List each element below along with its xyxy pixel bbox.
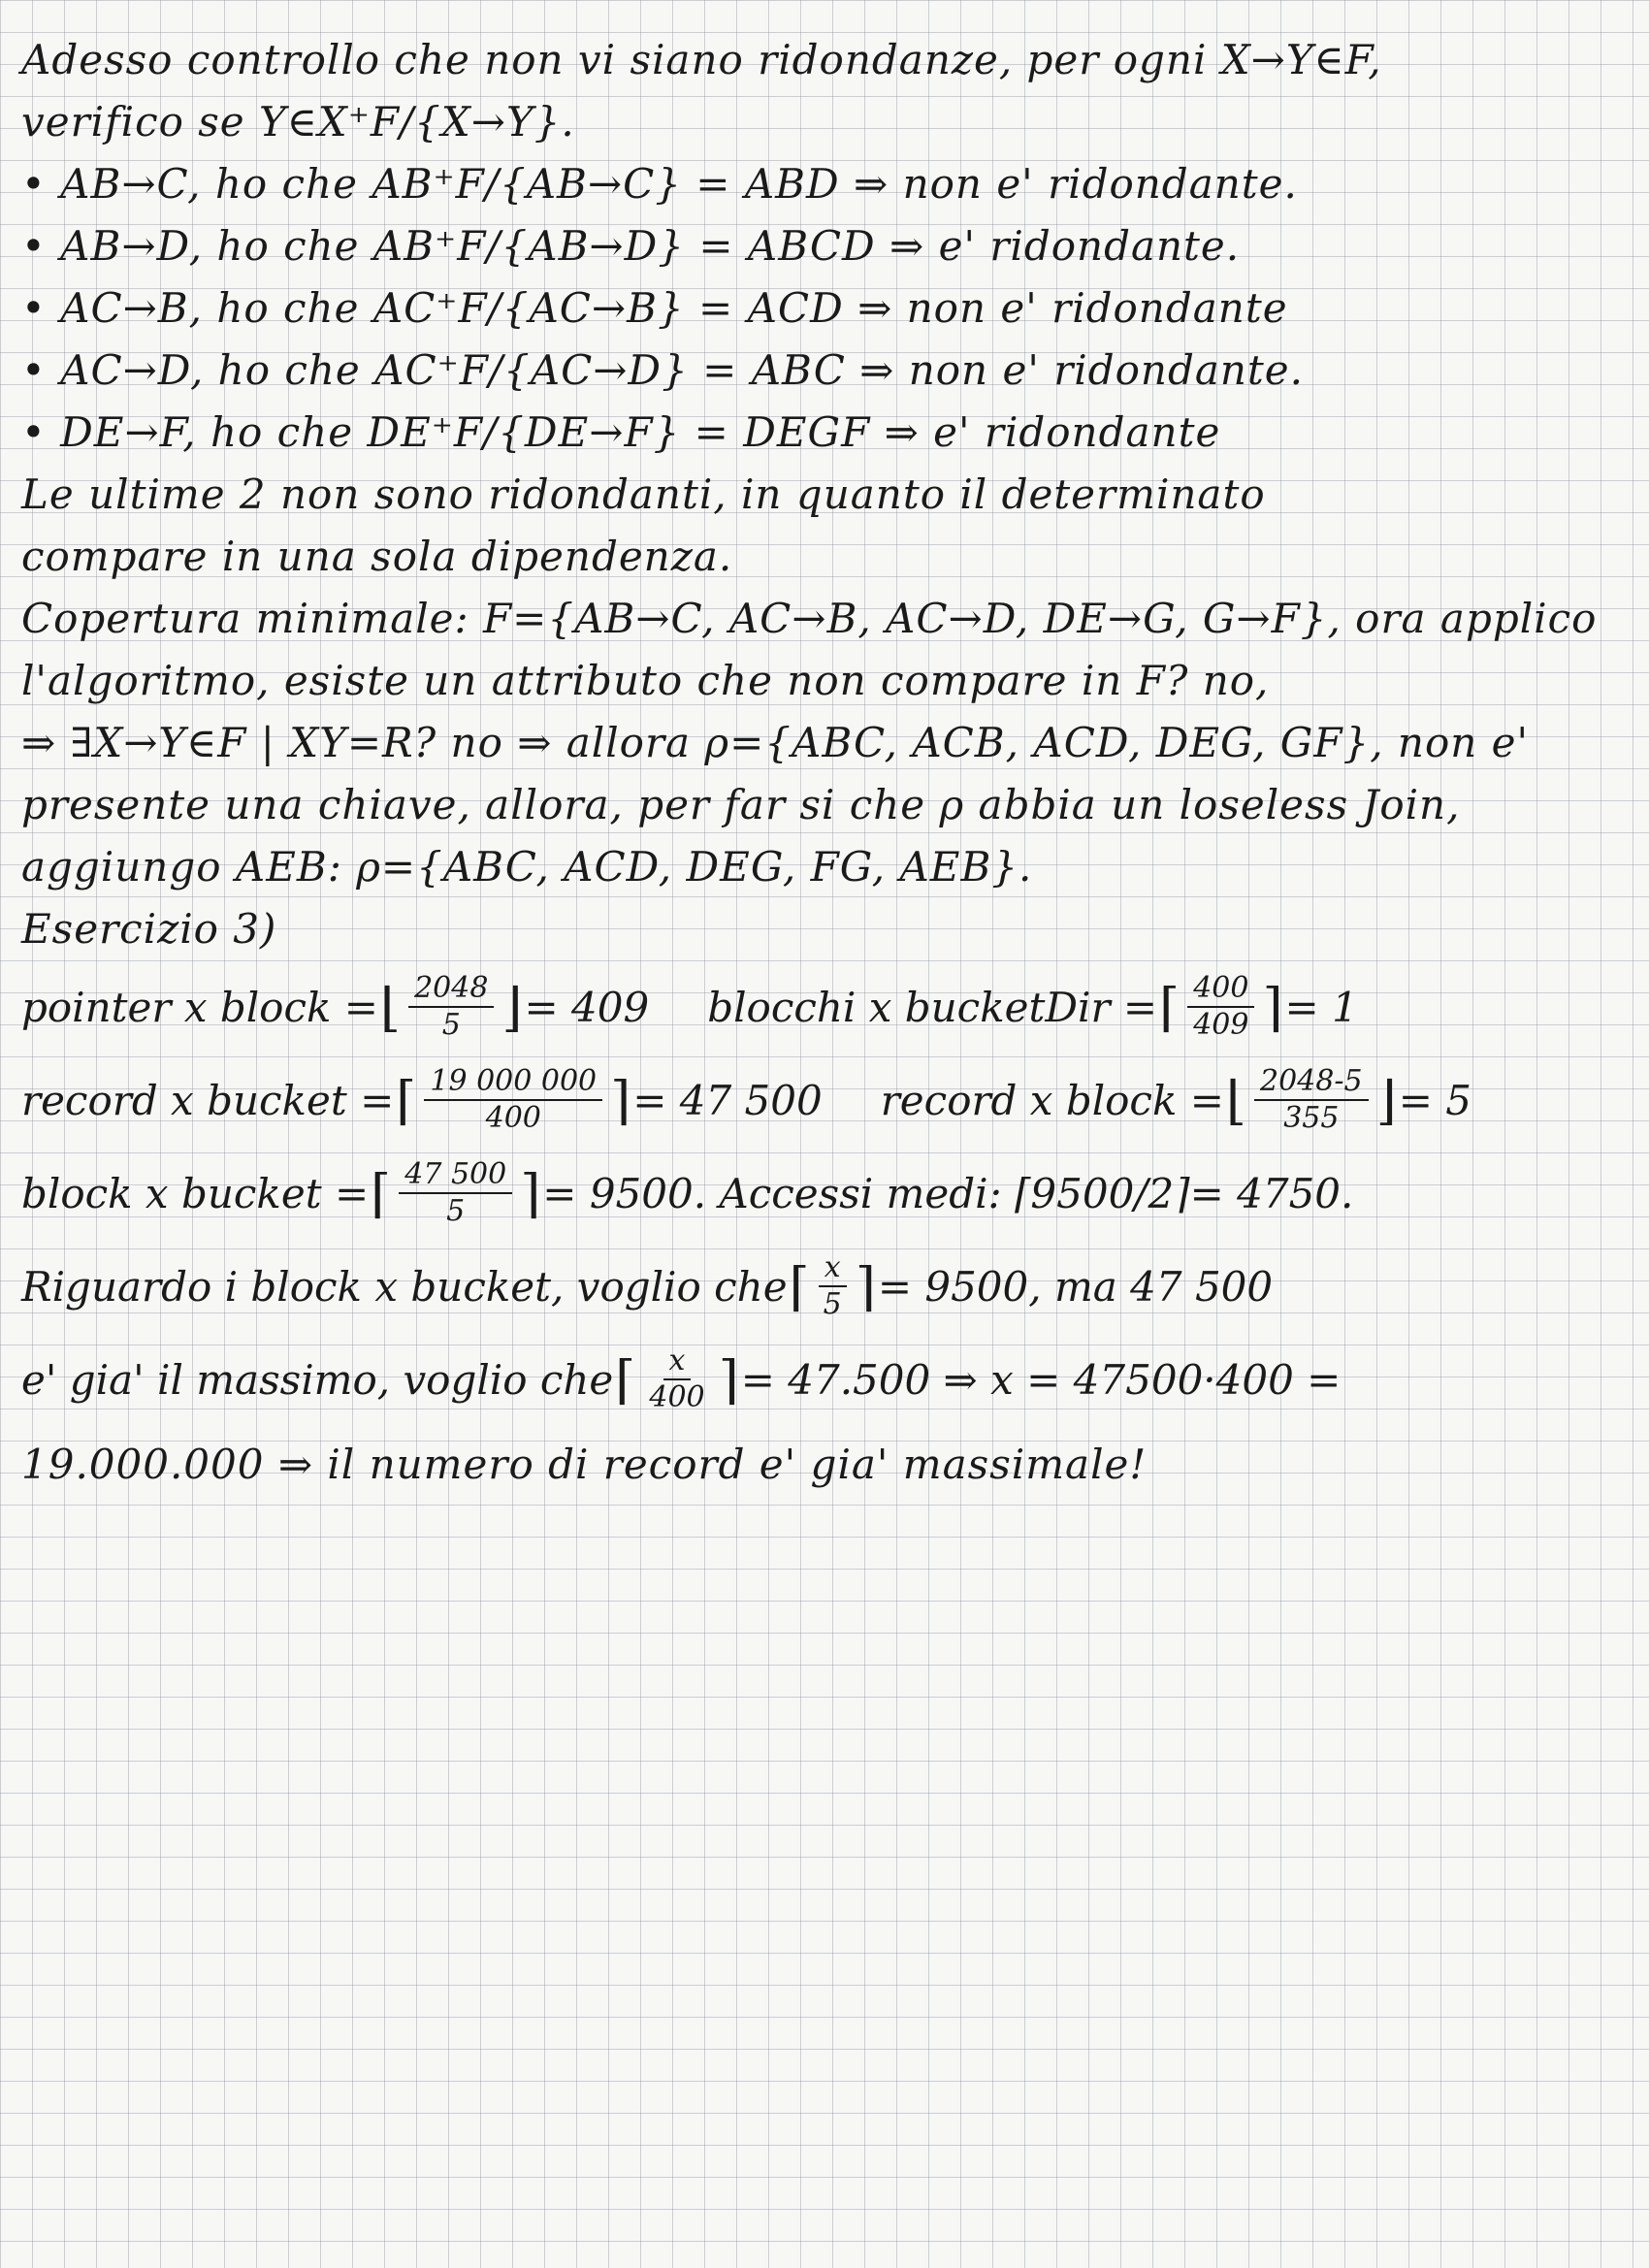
fraction: $\frac{19 000 000}{400}$ — [424, 1064, 602, 1136]
text-line: compare in una sola dipendenza. — [21, 533, 733, 580]
pointer-block-row — [21, 960, 1612, 1053]
recbucket-label: record x bucket = — [21, 1076, 395, 1124]
recblock-label: record x block = — [880, 1076, 1224, 1124]
fraction: $\frac{x}{5}$ — [818, 1250, 848, 1322]
fraction: $\frac{47 500}{5}$ — [399, 1157, 512, 1229]
fraction: $\frac{2048}{5}$ — [408, 971, 494, 1043]
text-line: presente una chiave, allora, per far si che ρ abbia un loseless Join, — [21, 781, 1461, 828]
recblock-result: = 5 — [1398, 1076, 1471, 1124]
bullet-line: • DE→F, ho che DE⁺F/{DE→F} = DEGF ⇒ e' ridondante — [21, 408, 1221, 456]
conclusion-line: 19.000.000 ⇒ il numero di record e' gia' massimale! — [21, 1441, 1148, 1488]
bullet-line: • AC→D, ho che AC⁺F/{AC→D} = ABC ⇒ non e' ridondante. — [21, 346, 1305, 394]
ceil-open: ⌈ — [1159, 976, 1180, 1038]
bullet-line: • AB→C, ho che AB⁺F/{AB→C} = ABD ⇒ non e' ridondante. — [21, 160, 1298, 208]
text-line: ⇒ ∃X→Y∈F | XY=R? no ⇒ allora ρ={ABC, ACB, ACD, DEG, GF}, non e' — [21, 719, 1530, 766]
blockbucket-label: block x bucket = — [21, 1169, 370, 1217]
block-bucket-row: block x bucket = ⌈ $\frac{47 500}{5}$ ⌉ = 9500. Accessi medi: ⌈9500/2⌉= 4750. — [21, 1157, 1354, 1228]
bullet-line: • AC→B, ho che AC⁺F/{AC→B} = ACD ⇒ non e' ridondante — [21, 284, 1288, 332]
fraction: $\frac{x}{400}$ — [649, 1344, 705, 1414]
riguardo-row-1: Riguardo i block x bucket, voglio che ⌈ $\frac{x}{5}$ ⌉ = 9500, ma 47 500 — [21, 1250, 1274, 1321]
text-line: aggiungo AEB: ρ={ABC, ACD, DEG, FG, AEB}. — [21, 843, 1033, 891]
recbucket-result: = 47 500 — [632, 1076, 823, 1124]
text-line: Le ultime 2 non sono ridondanti, in quanto il determinato — [21, 470, 1266, 518]
ceil-close: ⌉ — [1262, 976, 1283, 1038]
riguardo-row-2: e' gia' il massimo, voglio che ⌈ $\frac{x}{400}$ ⌉ = 47.500 ⇒ x = 47500·400 = — [21, 1344, 1342, 1414]
blocchi-result: = 1 — [1284, 983, 1358, 1031]
record-bucket-row: record x bucket = ⌈ $\frac{19 000 000}{400}$ ⌉ = 47 500 record x block = ⌊ $\frac{2048-5}{355}$ ⌋ = 5 — [21, 1064, 1471, 1135]
text-line: verifico se Y∈X⁺F/{X→Y}. — [21, 98, 575, 146]
bullet-line: • AB→D, ho che AB⁺F/{AB→D} = ABCD ⇒ e' ridondante. — [21, 222, 1241, 270]
floor-close: ⌋ — [501, 976, 523, 1038]
handwritten-notes — [21, 29, 1612, 1504]
fraction: $\frac{2048-5}{355}$ — [1254, 1064, 1369, 1136]
section-heading: Esercizio 3) — [21, 905, 277, 953]
blockbucket-result: = 9500. Accessi medi: ⌈9500/2⌉= 4750. — [542, 1169, 1354, 1217]
text-line: Adesso controllo che non vi siano ridondanze, per ogni X→Y∈F, — [21, 36, 1382, 83]
text-line: l'algoritmo, esiste un attributo che non compare in F? no, — [21, 657, 1270, 704]
blocchi-label: blocchi x bucketDir = — [707, 983, 1158, 1031]
text-line: Copertura minimale: F={AB→C, AC→B, AC→D, DE→G, G→F}, ora applico — [21, 595, 1598, 642]
pointer-result: = 409 — [524, 983, 650, 1031]
fraction: $\frac{400}{409}$ — [1187, 971, 1254, 1043]
pointer-label: pointer x block = — [21, 983, 378, 1031]
floor-open: ⌊ — [379, 976, 402, 1038]
